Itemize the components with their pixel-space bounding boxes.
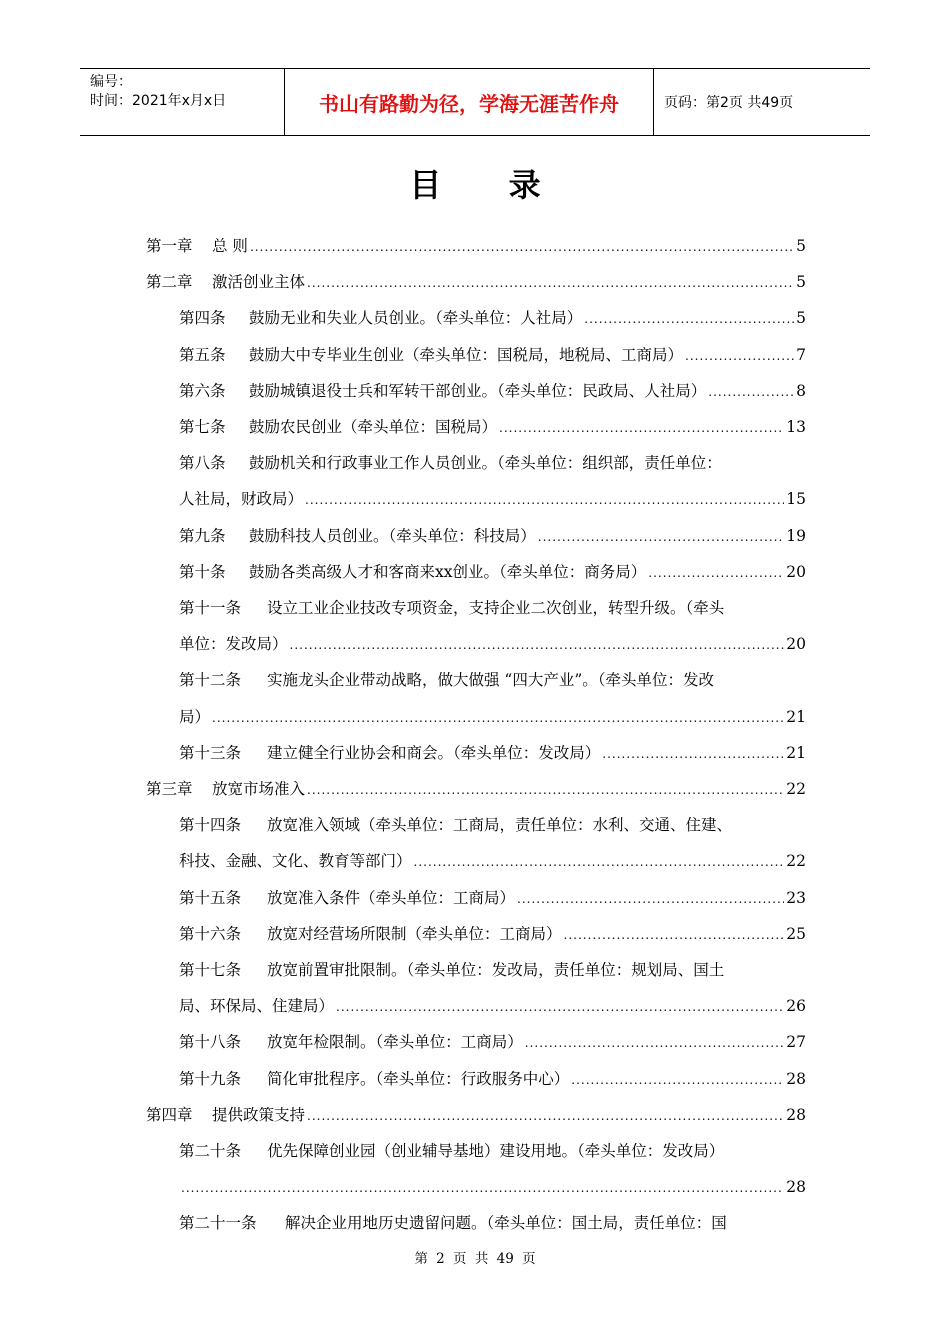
toc-page-number: 22: [786, 780, 806, 798]
toc-page-number: 5: [796, 273, 806, 292]
toc-entry[interactable]: [179, 922, 806, 946]
toc-page-number: 13: [786, 418, 806, 436]
toc-entry-continuation[interactable]: [179, 487, 806, 511]
toc-entry-label: 第十一条: [179, 599, 242, 617]
toc-entry[interactable]: [179, 451, 806, 475]
toc-entry[interactable]: [146, 777, 806, 801]
toc-page-number: 25: [786, 924, 806, 943]
number-label: 编号：: [90, 74, 132, 90]
toc-entry[interactable]: [146, 270, 806, 294]
header-page-info: 页码：第2页 共49页: [664, 95, 794, 111]
toc-page-number: 15: [786, 490, 806, 509]
toc-entry-label: 第十五条: [179, 888, 242, 907]
toc-leader-dots: [181, 1176, 784, 1200]
toc-leader-dots: [499, 416, 784, 440]
toc-leader-dots: [708, 380, 794, 404]
toc-entry-label: 第九条: [179, 526, 226, 545]
toc-entry[interactable]: [179, 596, 806, 620]
toc-entry[interactable]: [179, 1067, 806, 1091]
toc-entry-text: 提供政策支持: [212, 1105, 306, 1124]
toc-entry-text: 实施龙头企业带动战略，做大做强 “四大产业”。（牵头单位：发改: [267, 671, 715, 690]
toc-entry-label: 第十七条: [179, 961, 242, 979]
toc-entry-label: 第十九条: [179, 1069, 242, 1088]
toc-entry-text: 放宽市场准入: [212, 780, 306, 798]
page-title: 目 录: [409, 166, 569, 204]
toc-page-number: 5: [796, 237, 806, 255]
toc-page-number: 19: [786, 526, 806, 545]
toc-leader-dots: [648, 561, 784, 585]
toc-entry-label: 第四章: [146, 1105, 193, 1124]
toc-entry[interactable]: [179, 886, 806, 910]
toc-entry-text: 科技、金融、文化、教育等部门）: [179, 852, 412, 871]
toc-entry-label: 第五条: [179, 345, 226, 364]
toc-leader-dots: [212, 706, 784, 730]
toc-entry[interactable]: [179, 343, 806, 367]
toc-entry-continuation[interactable]: [179, 1175, 806, 1199]
toc-entry-text: 局）: [179, 707, 211, 726]
toc-page-number: 28: [786, 1069, 806, 1088]
toc-entry-label: 第二十条: [179, 1142, 242, 1160]
toc-page-number: 26: [786, 997, 806, 1016]
toc-page-number: 28: [786, 1178, 806, 1197]
toc-entry[interactable]: [179, 1139, 806, 1163]
toc-leader-dots: [584, 307, 794, 331]
toc-leader-dots: [564, 923, 785, 947]
toc-entry-text: 放宽准入条件（牵头单位：工商局）: [267, 888, 516, 907]
toc-entry-text: 鼓励机关和行政事业工作人员创业。（牵头单位：组织部，责任单位：: [249, 454, 722, 473]
toc-entry-label: 第十六条: [179, 924, 242, 943]
toc-page-number: 7: [796, 345, 806, 364]
toc-entry[interactable]: [179, 379, 806, 403]
toc-entry[interactable]: [179, 306, 806, 330]
toc-entry-label: 第十四条: [179, 816, 242, 835]
toc-entry-text: 优先保障创业园（创业辅导基地）建设用地。（牵头单位：发改局）: [267, 1142, 725, 1160]
toc-entry[interactable]: [179, 813, 806, 837]
toc-entry-continuation[interactable]: [179, 849, 806, 873]
page-footer: 第 2 页 共 49 页: [414, 1251, 536, 1267]
toc-page-number: 20: [786, 635, 806, 654]
toc-leader-dots: [414, 850, 785, 874]
toc-entry-label: 第三章: [146, 780, 193, 798]
toc-entry-text: 设立工业企业技改专项资金，支持企业二次创业，转型升级。（牵头: [267, 599, 725, 617]
toc-entry[interactable]: [179, 668, 806, 692]
toc-entry-text: 鼓励无业和失业人员创业。（牵头单位：人社局）: [249, 309, 583, 328]
toc-leader-dots: [517, 887, 784, 911]
toc-leader-dots: [336, 995, 784, 1019]
toc-entry-label: 第十八条: [179, 1033, 242, 1052]
toc-entry-text: 放宽对经营场所限制（牵头单位：工商局）: [267, 924, 562, 943]
toc-entry-label: 第十三条: [179, 743, 242, 762]
toc-page-number: 21: [786, 707, 806, 726]
toc-entry-label: 第八条: [179, 454, 226, 473]
toc-leader-dots: [525, 1031, 785, 1055]
toc-entry-text: 人社局，财政局）: [179, 490, 304, 509]
toc-entry-text: 放宽年检限制。（牵头单位：工商局）: [267, 1033, 523, 1052]
toc-entry-text: 激活创业主体: [212, 273, 306, 292]
toc-entry-label: 第七条: [179, 418, 226, 436]
header-motto: 书山有路勤为径，学海无涯苦作舟: [284, 69, 654, 135]
toc-entry[interactable]: [179, 524, 806, 548]
toc-entry-label: 第一章: [146, 237, 193, 255]
toc-entry-label: 第十条: [179, 562, 226, 581]
toc-leader-dots: [250, 235, 794, 259]
toc-entry-text: 放宽前置审批限制。（牵头单位：发改局，责任单位：规划局、国土: [267, 961, 725, 979]
toc-entry-continuation[interactable]: [179, 632, 806, 656]
toc-page-number: 21: [786, 743, 806, 762]
toc-entry-text: 鼓励科技人员创业。（牵头单位：科技局）: [249, 526, 536, 545]
toc-entry-label: 第十二条: [179, 671, 242, 690]
toc-entry-continuation[interactable]: [179, 994, 806, 1018]
toc-entry[interactable]: [179, 1030, 806, 1054]
toc-page-number: 5: [796, 309, 806, 328]
toc-entry-text: 鼓励各类高级人才和客商来xx创业。（牵头单位：商务局）: [249, 562, 647, 581]
toc-entry-text: 建立健全行业协会和商会。（牵头单位：发改局）: [267, 743, 601, 762]
toc-leader-dots: [571, 1068, 784, 1092]
toc-entry[interactable]: [179, 1211, 806, 1235]
toc-leader-dots: [307, 1104, 784, 1128]
toc-entry-continuation[interactable]: [179, 705, 806, 729]
toc-entry-text: 总 则: [212, 237, 248, 255]
toc-entry[interactable]: [179, 415, 806, 439]
toc-page-number: 28: [786, 1105, 806, 1124]
toc-leader-dots: [602, 742, 784, 766]
toc-entry-text: 放宽准入领域（牵头单位：工商局，责任单位：水利、交通、住建、: [267, 816, 733, 835]
header-meta: [80, 69, 284, 135]
toc-entry[interactable]: [146, 1103, 806, 1127]
toc-entry[interactable]: [179, 741, 806, 765]
toc-leader-dots: [685, 344, 794, 368]
toc-entry-label: 第四条: [179, 309, 226, 328]
toc-entry[interactable]: [179, 560, 806, 584]
toc-leader-dots: [307, 271, 794, 295]
toc-page-number: 8: [796, 381, 806, 400]
toc-entry-text: 解决企业用地历史遗留问题。（牵头单位：国土局，责任单位：国: [285, 1214, 727, 1233]
document-header: [80, 68, 870, 136]
toc-leader-dots: [538, 525, 785, 549]
toc-entry-label: 第六条: [179, 381, 226, 400]
toc-page-number: 20: [786, 562, 806, 581]
toc-entry-text: 简化审批程序。（牵头单位：行政服务中心）: [267, 1069, 570, 1088]
toc-entry-text: 鼓励大中专毕业生创业（牵头单位：国税局，地税局、工商局）: [249, 345, 684, 364]
toc-page-number: 22: [786, 852, 806, 871]
toc-entry-label: 第二章: [146, 273, 193, 292]
toc-leader-dots: [307, 778, 784, 802]
toc-entry-label: 第二十一条: [179, 1214, 257, 1233]
toc-entry[interactable]: [179, 958, 806, 982]
toc-entry-text: 局、环保局、住建局）: [179, 997, 335, 1016]
toc-entry-text: 鼓励城镇退役士兵和军转干部创业。（牵头单位：民政局、人社局）: [249, 381, 707, 400]
toc-leader-dots: [290, 633, 785, 657]
toc-entry-text: 鼓励农民创业（牵头单位：国税局）: [249, 418, 498, 436]
toc-entry-text: 单位：发改局）: [179, 635, 288, 654]
toc-leader-dots: [305, 488, 784, 512]
date-label: 时间：2021年x月x日: [90, 93, 227, 109]
toc-page-number: 23: [786, 888, 806, 907]
toc-page-number: 27: [786, 1033, 806, 1052]
toc-entry[interactable]: [146, 234, 806, 258]
